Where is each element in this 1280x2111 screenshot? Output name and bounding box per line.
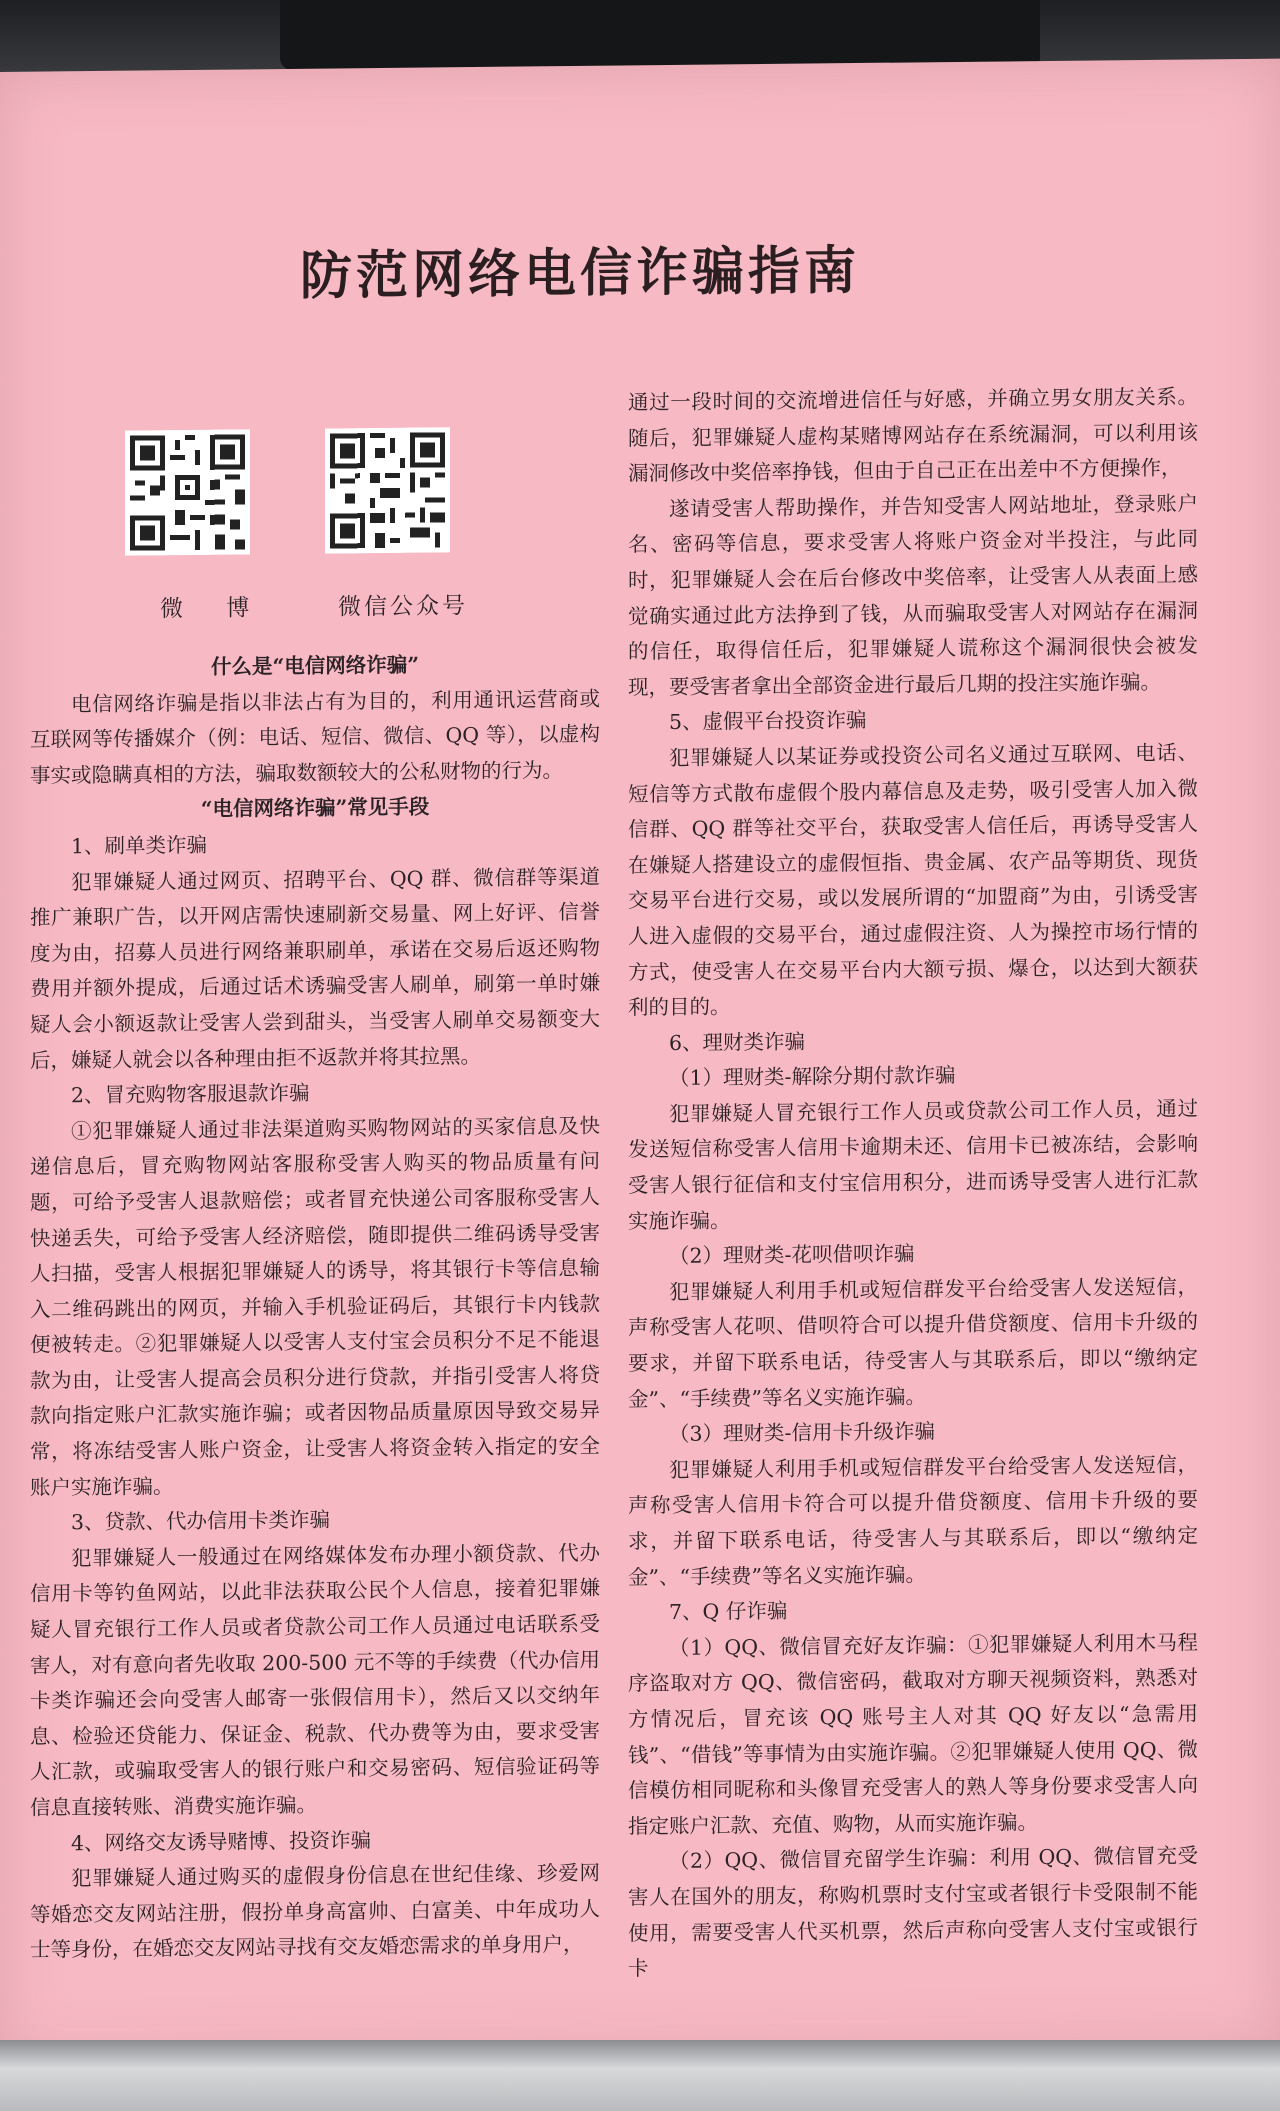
paragraph: 犯罪嫌疑人以某证券或投资公司名义通过互联网、电话、短信等方式散布虚假个股内幕信息及走势，吸引受害人加入微信群、QQ 群等社交平台，获取受害人信任后，再诱导受害人在嫌疑人搭建设立的虚假恒指、贵金属、农产品等期货、现货交易平台进行交易，或以发展所谓的“加盟商”为由，引诱受害人进入虚假的交易平台，通过虚假注资、人为操控市场行情的方式，使受害人在交易平台内大额亏损、爆仓，以达到大额获利的目的。	[628, 740, 1198, 1020]
paragraph: （1）QQ、微信冒充好友诈骗：①犯罪嫌疑人利用木马程序盗取对方 QQ、微信密码，截取对方聊天视频资料，熟悉对方情况后，冒充该 QQ 账号主人对其 QQ 好友以“急需用钱”、“借钱”等事情为由实施诈骗。②犯罪嫌疑人使用 QQ、微信模仿相同昵称和头像冒充受害人的熟人等身份要求受害人向指定账户汇款、充值、购物，从而实施诈骗。	[628, 1630, 1198, 1839]
qr-code-image	[325, 427, 450, 553]
paragraph: ①犯罪嫌疑人通过非法渠道购买购物网站的买家信息及快递信息后，冒充购物网站客服称受害人购买的物品质量有问题，可给予受害人退款赔偿；或者冒充快递公司客服称受害人快递丢失，可给予受害人经济赔偿，随即提供二维码诱导受害人扫描，受害人根据犯罪嫌疑人的诱导，将其银行卡等信息输入二维码跳出的网页，并输入手机验证码后，其银行卡内钱款便被转走。②犯罪嫌疑人以受害人支付宝会员积分不足不能退款为由，让受害人提高会员积分进行贷款，并指引受害人将贷款向指定账户汇款实施诈骗；或者因物品质量原因导致交易异常，将冻结受害人账户资金，让受害人将资金转入指定的安全账户实施诈骗。	[30, 1113, 600, 1500]
subheading: 4、网络交友诱导赌博、投资诈骗	[71, 1827, 372, 1855]
weibo-qr-code	[125, 429, 260, 555]
right-column	[628, 379, 1198, 1987]
left-column	[30, 646, 600, 1969]
paragraph: 犯罪嫌疑人利用手机或短信群发平台给受害人发送短信，声称受害人信用卡符合可以提升借贷额度、信用卡升级的要求，并留下联系电话，待受害人与其联系后，即以“缴纳定金”、“手续费”等名义实施诈骗。	[628, 1452, 1198, 1590]
page-title: 防范网络电信诈骗指南	[299, 239, 860, 307]
paragraph: 犯罪嫌疑人一般通过在网络媒体发布办理小额贷款、代办信用卡等钓鱼网站，以此非法获取公民个人信息，接着犯罪嫌疑人冒充银行工作人员或者贷款公司工作人员通过电话联系受害人，对有意向者先收取 200-500 元不等的手续费（代办信用卡类诈骗还会向受害人邮寄一张假信用卡），然后又以交纳年息、检验还贷能力、保证金、税款、代办费等为由，要求受害人汇款，或骗取受害人的银行账户和交易密码、短信验证码等信息直接转账、消费实施诈骗。	[30, 1540, 600, 1820]
paragraph: 遂请受害人帮助操作，并告知受害人网站地址，登录账户名、密码等信息，要求受害人将账户资金对半投注，与此同时，犯罪嫌疑人会在后台修改中奖倍率，让受害人从表面上感觉确实通过此方法挣到了钱，从而骗取受害人对网站存在漏洞的信任，取得信任后，犯罪嫌疑人谎称这个漏洞很快会被发现，要受害者拿出全部资金进行最后几期的投注实施诈骗。	[628, 491, 1198, 700]
subheading: 6、理财类诈骗	[669, 1029, 806, 1055]
paragraph: 犯罪嫌疑人冒充银行工作人员或贷款公司工作人员，通过发送短信称受害人信用卡逾期未还、信用卡已被冻结，会影响受害人银行征信和支付宝信用积分，进而诱导受害人进行汇款实施诈骗。	[628, 1096, 1198, 1234]
paragraph: （2）QQ、微信冒充留学生诈骗：利用 QQ、微信冒充受害人在国外的朋友，称购机票时支付宝或者银行卡受限制不能使用，需要受害人代买机票，然后声称向受害人支付宝或银行卡	[628, 1843, 1198, 1981]
backdrop-bottom	[0, 2040, 1280, 2111]
paragraph: 电信网络诈骗是指以非法占有为目的，利用通讯运营商或互联网等传播媒介（例：电话、短信、微信、QQ 等），以虚构事实或隐瞒真相的方法，骗取数额较大的公私财物的行为。	[30, 686, 600, 788]
subheading: 1、刷单类诈骗	[71, 832, 208, 859]
wechat-qr-code	[325, 427, 460, 553]
subheading: （3）理财类-信用卡升级诈骗	[669, 1419, 935, 1447]
subheading: 3、贷款、代办信用卡类诈骗	[71, 1507, 331, 1535]
subheading: 7、Q 仔诈骗	[669, 1598, 788, 1625]
paragraph: 犯罪嫌疑人利用手机或短信群发平台给受害人发送短信，声称受害人花呗、借呗符合可以提升借贷额度、信用卡升级的要求，并留下联系电话，待受害人与其联系后，即以“缴纳定金”、“手续费”等名义实施诈骗。	[628, 1274, 1198, 1412]
paragraph: 通过一段时间的交流增进信任与好感，并确立男女朋友关系。随后，犯罪嫌疑人虚构某赌博网站存在系统漏洞，可以利用该漏洞修改中奖倍率挣钱，但由于自己正在出差中不方便操作，	[628, 384, 1198, 486]
wechat-label: 微信公众号	[338, 593, 468, 621]
paragraph: 犯罪嫌疑人通过网页、招聘平台、QQ 群、微信群等渠道推广兼职广告，以开网店需快速刷新交易量、网上好评、信誉度为由，招募人员进行网络兼职刷单，承诺在交易后返还购物费用并额外提成，后通过话术诱骗受害人刷单，刷第一单时嫌疑人会小额返款让受害人尝到甜头，当受害人刷单交易额变大后，嫌疑人就会以各种理由拒不返款并将其拉黑。	[30, 864, 600, 1073]
weibo-label: 微 博	[160, 595, 268, 623]
qr-code-image	[125, 429, 250, 555]
pink-flyer	[0, 59, 1280, 2062]
subheading: 2、冒充购物客服退款诈骗	[71, 1080, 310, 1108]
subheading: 5、虚假平台投资诈骗	[669, 708, 867, 735]
section-heading: 什么是“电信网络诈骗”	[210, 652, 420, 679]
device-edge	[280, 0, 1040, 70]
section-heading: “电信网络诈骗”常见手段	[200, 794, 430, 822]
subheading: （2）理财类-花呗借呗诈骗	[669, 1241, 915, 1269]
paragraph: 犯罪嫌疑人通过购买的虚假身份信息在世纪佳缘、珍爱网等婚恋交友网站注册，假扮单身高富帅、白富美、中年成功人士等身份，在婚恋交友网站寻找有交友婚恋需求的单身用户，	[30, 1860, 600, 1963]
subheading: （1）理财类-解除分期付款诈骗	[669, 1063, 956, 1091]
